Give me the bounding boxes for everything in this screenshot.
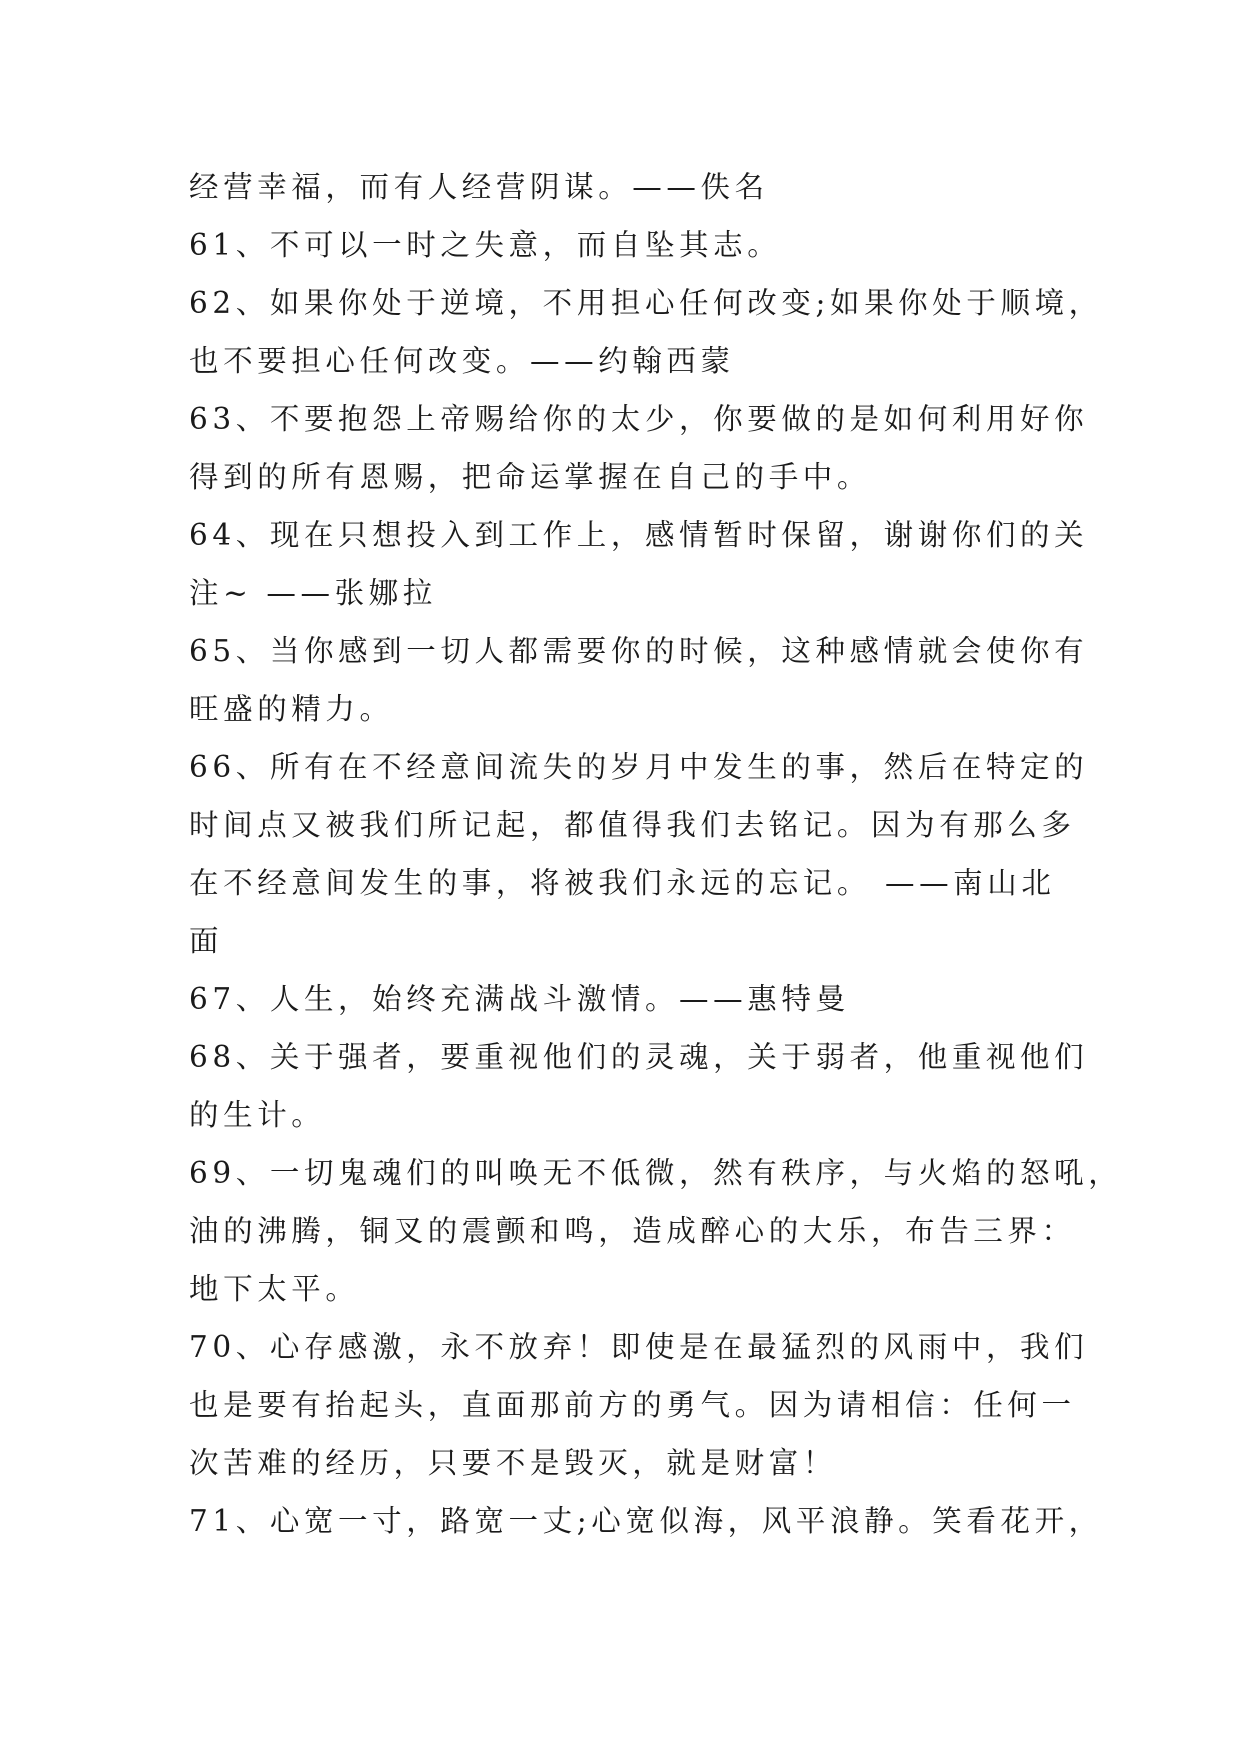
text-line: 62、如果你处于逆境，不用担心任何改变;如果你处于顺境， <box>189 286 1103 320</box>
document-body <box>189 158 1123 1550</box>
text-line: 注~ ——张娜拉 <box>189 576 437 610</box>
text-line: 面 <box>189 924 224 958</box>
text-line: 61、不可以一时之失意，而自坠其志。 <box>189 228 782 262</box>
text-line: 也是要有抬起头，直面那前方的勇气。因为请相信：任何一 <box>189 1388 1076 1422</box>
text-line: 68、关于强者，要重视他们的灵魂，关于弱者，他重视他们 <box>189 1040 1089 1074</box>
text-line: 在不经意间发生的事，将被我们永远的忘记。 ——南山北 <box>189 866 1056 900</box>
text-line: 地下太平。 <box>189 1272 360 1306</box>
text-line: 旺盛的精力。 <box>189 692 394 726</box>
text-line: 65、当你感到一切人都需要你的时候，这种感情就会使你有 <box>189 634 1089 668</box>
text-line: 70、心存感激，永不放弃！即使是在最猛烈的风雨中，我们 <box>189 1330 1089 1364</box>
text-line: 67、人生，始终充满战斗激情。——惠特曼 <box>189 982 850 1016</box>
text-line: 71、心宽一寸，路宽一丈;心宽似海，风平浪静。笑看花开， <box>189 1504 1103 1538</box>
text-line: 得到的所有恩赐，把命运掌握在自己的手中。 <box>189 460 872 494</box>
text-line: 63、不要抱怨上帝赐给你的太少，你要做的是如何利用好你 <box>189 402 1089 436</box>
text-line: 的生计。 <box>189 1098 326 1132</box>
text-line: 油的沸腾，铜叉的震颤和鸣，造成醉心的大乐，布告三界： <box>189 1214 1076 1248</box>
text-line: 时间点又被我们所记起，都值得我们去铭记。因为有那么多 <box>189 808 1076 842</box>
text-line: 经营幸福，而有人经营阴谋。——佚名 <box>189 170 769 204</box>
text-line: 64、现在只想投入到工作上，感情暂时保留，谢谢你们的关 <box>189 518 1089 552</box>
text-line: 66、所有在不经意间流失的岁月中发生的事，然后在特定的 <box>189 750 1089 784</box>
text-line: 次苦难的经历，只要不是毁灭，就是财富！ <box>189 1446 837 1480</box>
text-line: 69、一切鬼魂们的叫唤无不低微，然有秩序，与火焰的怒吼， <box>189 1156 1123 1190</box>
text-line: 也不要担心任何改变。——约翰西蒙 <box>189 344 735 378</box>
